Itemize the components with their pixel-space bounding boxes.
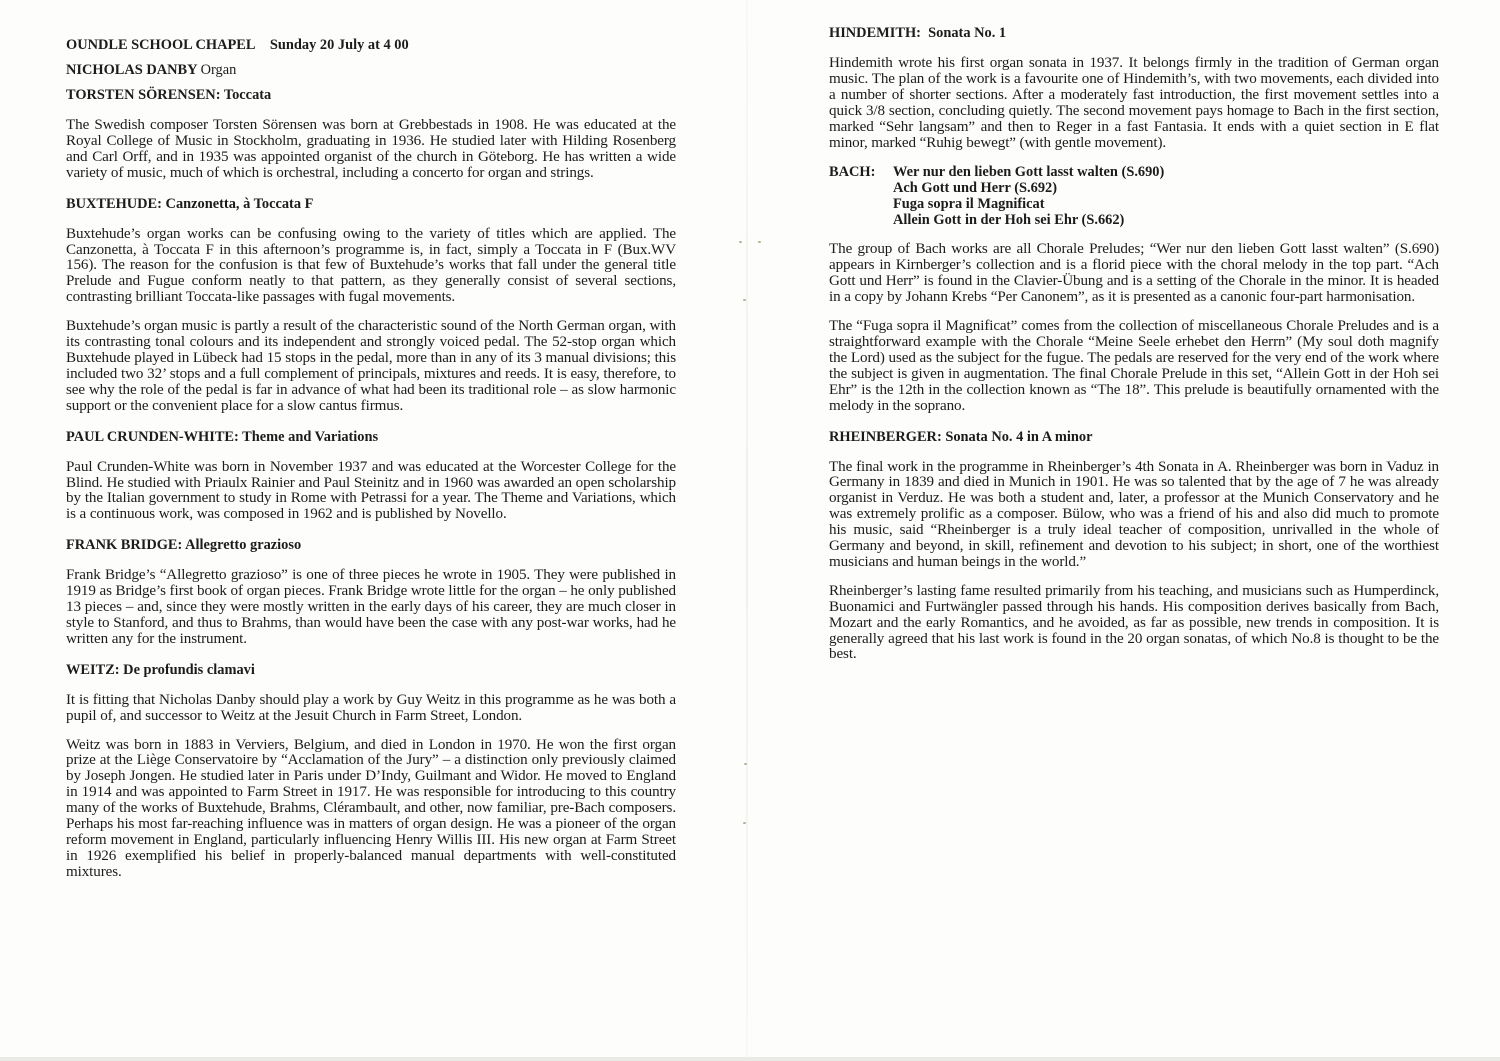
bach-paragraph-1: The group of Bach works are all Chorale Preludes; “Wer nur den lieben Gott lasst walten” (S.690) appears in Kirnberger’s collection and is a florid piece with the choral melody in the top part. “Ach Gott und Herr” is found in the Clavier-Übung and is a setting of the Chorale in the minor. It is headed in a copy by Johann Krebs “Per Canonem”, as it is presented as a canonic four-part harmonisation. xyxy=(829,241,1439,306)
bach-works-heading xyxy=(829,164,1439,228)
bach-work-item: Wer nur den lieben Gott lasst walten (S.690) xyxy=(893,164,1165,181)
hindemith-paragraph: Hindemith wrote his first organ sonata in 1937. It belongs firmly in the tradition of German organ music. The plan of the work is a favourite one of Hindemith’s, with two movements, each divided into a number of shorter sections. After a moderately fast introduction, the first movement settles into a quick 3/8 section, concluding quietly. The second movement pays homage to Bach in the first section, marked “Sehr langsam” and then to Reger in a fast Fantasia. It ends with a quiet section in E flat minor, marked “Ruhig bewegt” (with gentle movement). xyxy=(829,55,1439,151)
section-heading-bridge: FRANK BRIDGE: Allegretto grazioso xyxy=(66,537,302,554)
performer-name: NICHOLAS DANBY xyxy=(66,62,197,78)
concert-header xyxy=(66,36,676,54)
section-heading-crunden-white: PAUL CRUNDEN-WHITE: Theme and Variations xyxy=(66,428,379,445)
bach-work-item: Allein Gott in der Hoh sei Ehr (S.662) xyxy=(893,212,1125,229)
bridge-paragraph: Frank Bridge’s “Allegretto grazioso” is one of three pieces he wrote in 1905. They were published in 1919 as Bridge’s first book of organ pieces. Frank Bridge wrote little for the organ – he only published 13 pieces – and, since they were mostly written in the early days of his career, they are much closer in style to Stanford, and thus to Brahms, than would have been the case with any post-war works, had he written any for the instrument. xyxy=(66,567,676,647)
speck xyxy=(739,241,742,243)
section-heading-buxtehude: BUXTEHUDE: Canzonetta, à Toccata F xyxy=(66,195,314,212)
hindemith-title: Sonata No. 1 xyxy=(928,25,1007,41)
page-fold xyxy=(746,0,748,1061)
sorensen-paragraph: The Swedish composer Torsten Sörensen was born at Grebbestads in 1908. He was educated at the Royal College of Music in Stockholm, graduating in 1936. He studied later with Hilding Rosenberg and Carl Orff, and in 1935 was appointed organist of the church in Göteborg. He has written a wide variety of music, much of which is orchestral, including a concerto for organ and strings. xyxy=(66,117,676,181)
left-column xyxy=(66,36,676,881)
weitz-paragraph-2: Weitz was born in 1883 in Verviers, Belgium, and died in London in 1970. He won the first organ prize at the Liège Conservatoire by “Acclamation of the Jury” – a distinction only previously claimed by Joseph Jongen. He studied later in Paris under D’Indy, Guilmant and Widor. He moved to England in 1914 and was appointed to Farm Street in 1917. He was responsible for introducing to this country many of the works of Buxtehude, Brahms, Clérambault, and other, now familiar, pre-Bach composers. Perhaps his most far-reaching influence was in matters of organ design. He was a pioneer of the organ reform movement in England, particularly influencing Henry Willis III. His new organ at Farm Street in 1926 exemplified his belief in properly-balanced manual departments with well-constituted mixtures. xyxy=(66,736,676,880)
page-bottom-edge xyxy=(0,1057,1500,1061)
buxtehude-paragraph-1: Buxtehude’s organ works can be confusing owing to the variety of titles which are applied. The Canzonetta, à Toccata F in this afternoon’s programme is, in fact, simply a Toccata in F (Bux.WV 156). The reason for the confusion is that few of Buxtehude’s works that fall under the general title Prelude and Fugue conform neatly to that pattern, as they generally consist of several sections, contrasting brilliant Toccata-like passages with fugal movements. xyxy=(66,225,676,306)
weitz-paragraph-1: It is fitting that Nicholas Danby should play a work by Guy Weitz in this programme as he was both a pupil of, and successor to Weitz at the Jesuit Church in Farm Street, London. xyxy=(66,691,676,724)
bach-work-item: Ach Gott und Herr (S.692) xyxy=(893,180,1058,197)
speck xyxy=(743,822,746,824)
speck xyxy=(744,763,747,765)
bach-work-item: Fuga sopra il Magnificat xyxy=(893,196,1045,213)
concert-date: Sunday 20 July at 4 00 xyxy=(269,37,409,53)
crunden-white-paragraph: Paul Crunden-White was born in November 1937 and was educated at the Worcester College for the Blind. He studied with Priaulx Rainier and Paul Steinitz and in 1960 was awarded an open scholarship by the Italian government to study in Rome with Petrassi for a year. The Theme and Variations, which is a continuous work, was composed in 1962 and is published by Novello. xyxy=(66,458,676,523)
hindemith-composer: HINDEMITH: xyxy=(829,25,921,41)
section-heading-sorensen: TORSTEN SÖRENSEN: Toccata xyxy=(66,87,272,103)
speck xyxy=(743,299,746,301)
bach-paragraph-2: The “Fuga sopra il Magnificat” comes from the collection of miscellaneous Chorale Preludes and is a straightforward example with the Chorale “Meine Seele erhebet den Herrn” (My soul doth magnify the Lord) used as the subject for the fugue. The pedals are reserved for the very end of the work where the subject is given in augmentation. The final Chorale Prelude in this set, “Allein Gott in der Hoh sei Ehr” is the 12th in the collection known as “The 18”. This prelude is beautifully ornamented with the melody in the soprano. xyxy=(829,318,1439,414)
bach-works-list xyxy=(893,164,1164,228)
right-page xyxy=(750,0,1500,1061)
rheinberger-paragraph-1: The final work in the programme in Rheinberger’s 4th Sonata in A. Rheinberger was born in Vaduz in Germany in 1839 and died in Munich in 1901. He was so talented that by the age of 7 he was already organist in Verduz. He was both a student and, later, a professor at the Munich Conservatory and he was extremely prolific as a composer. Bülow, who was a friend of his and also did much to promote his music, said “Rheinberger is a truly ideal teacher of composition, unrivalled in the whole of Germany and beyond, in skill, refinement and devotion to his subject; in short, one of the worthiest musicians and human beings in the world.” xyxy=(829,458,1439,570)
right-column xyxy=(829,24,1439,663)
section-heading-rheinberger: RHEINBERGER: Sonata No. 4 in A minor xyxy=(829,428,1093,445)
buxtehude-paragraph-2: Buxtehude’s organ music is partly a result of the characteristic sound of the North German organ, with its contrasting tonal colours and its independent and strongly voiced pedal. The 52-stop organ which Buxtehude played in Lübeck had 15 stops in the pedal, more than in any of its 3 manual divisions; this included two 32’ stops and a full complement of principals, mixtures and reeds. It is easy, therefore, to see why the role of the pedal is far in advance of what had been its traditional role – as slow harmonic support or the convenient place for a slow cantus firmus. xyxy=(66,318,676,414)
bach-composer: BACH: xyxy=(829,164,876,181)
rheinberger-paragraph-2: Rheinberger’s lasting fame resulted primarily from his teaching, and musicians such as Humperdinck, Buonamici and Furtwängler passed through his hands. His composition derives basically from Bach, Mozart and the early Romantics, and he avoided, as far as possible, new trends in composition. It is generally agreed that his last work is found in the 20 organ sonatas, of which No.8 is thought to be the best. xyxy=(829,582,1439,663)
performer xyxy=(66,61,676,79)
venue: OUNDLE SCHOOL CHAPEL xyxy=(66,37,256,53)
section-heading-hindemith xyxy=(829,24,1439,42)
left-page xyxy=(0,0,745,1061)
performer-role: Organ xyxy=(200,62,237,78)
section-heading-weitz: WEITZ: De profundis clamavi xyxy=(66,661,255,678)
